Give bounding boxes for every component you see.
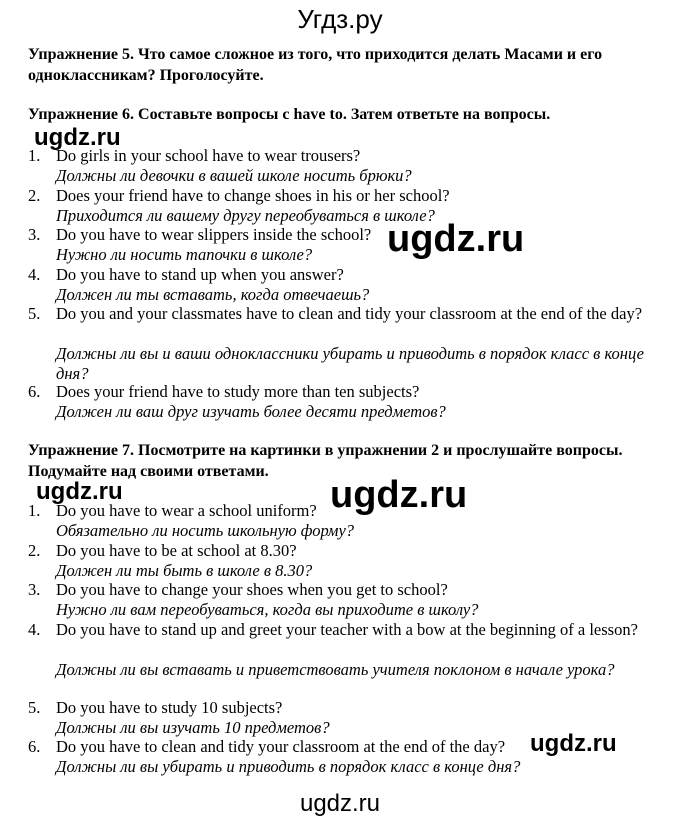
question-ru: Должен ли ты вставать, когда отвечаешь? (56, 285, 370, 304)
item-number: 2. (28, 541, 41, 560)
question-en: Do you have to stand up when you answer? (56, 265, 344, 284)
question-ru: Должны ли девочки в вашей школе носить брюки? (56, 166, 412, 185)
question-ru: Должны ли вы убирать и приводить в порядок класс в конце дня? (56, 757, 521, 776)
item-number: 3. (28, 580, 41, 599)
watermark: ugdz.ru (387, 218, 525, 260)
item-number: 4. (28, 265, 41, 284)
question-en: Do you have to clean and tidy your classroom at the end of the day? (56, 737, 506, 756)
question-en: Do you have to stand up and greet your teacher with a bow at the beginning of a lesson? (56, 620, 638, 639)
exercise-5-heading: Упражнение 5. Что самое сложное из того, что приходится делать Масами и его одноклассникам? Проголосуйте. (28, 46, 603, 84)
item-number: 6. (28, 382, 41, 401)
item-number: 5. (28, 698, 41, 717)
item-number: 6. (28, 737, 41, 756)
site-header: Угдз.ру (297, 4, 383, 34)
question-en: Do girls in your school have to wear trousers? (56, 146, 361, 165)
watermark: ugdz.ru (330, 474, 468, 516)
question-ru: Должны ли вы изучать 10 предметов? (56, 718, 330, 737)
question-ru: Нужно ли вам переобуваться, когда вы приходите в школу? (56, 600, 479, 619)
question-ru: Нужно ли носить тапочки в школе? (56, 245, 313, 264)
question-en: Do you have to wear a school uniform? (56, 501, 317, 520)
question-ru: Приходится ли вашему другу переобуваться в школе? (56, 206, 435, 225)
question-ru: Должен ли ваш друг изучать более десяти предметов? (56, 402, 446, 421)
question-en: Do you have to study 10 subjects? (56, 698, 283, 717)
exercise-6-heading: Упражнение 6. Составьте вопросы с have to. Затем ответьте на вопросы. (28, 106, 551, 123)
question-en: Does your friend have to study more than ten subjects? (56, 382, 420, 401)
exercise-7-heading: Упражнение 7. Посмотрите на картинки в упражнении 2 и прослушайте вопросы. Подумайте над своими ответами. (28, 442, 623, 480)
question-en: Do you have to wear slippers inside the school? (56, 225, 372, 244)
watermark: ugdz.ru (34, 124, 121, 151)
item-number: 4. (28, 620, 41, 639)
question-en: Does your friend have to change shoes in his or her school? (56, 186, 450, 205)
watermark: ugdz.ru (530, 730, 617, 757)
question-ru: Обязательно ли носить школьную форму? (56, 521, 355, 540)
question-en: Do you have to change your shoes when you get to school? (56, 580, 448, 599)
site-footer: ugdz.ru (299, 790, 381, 817)
question-ru: Должны ли вы и ваши одноклассники убирать и приводить в порядок класс в конце дня? (56, 344, 644, 383)
item-number: 1. (28, 501, 41, 520)
question-ru: Должен ли ты быть в школе в 8.30? (56, 561, 313, 580)
item-number: 3. (28, 225, 41, 244)
watermark: ugdz.ru (36, 478, 123, 505)
item-number: 1. (28, 146, 41, 165)
question-en: Do you and your classmates have to clean and tidy your classroom at the end of the day? (56, 304, 643, 323)
item-number: 2. (28, 186, 41, 205)
question-en: Do you have to be at school at 8.30? (56, 541, 297, 560)
item-number: 5. (28, 304, 41, 323)
question-ru: Должны ли вы вставать и приветствовать учителя поклоном в начале урока? (56, 660, 615, 679)
